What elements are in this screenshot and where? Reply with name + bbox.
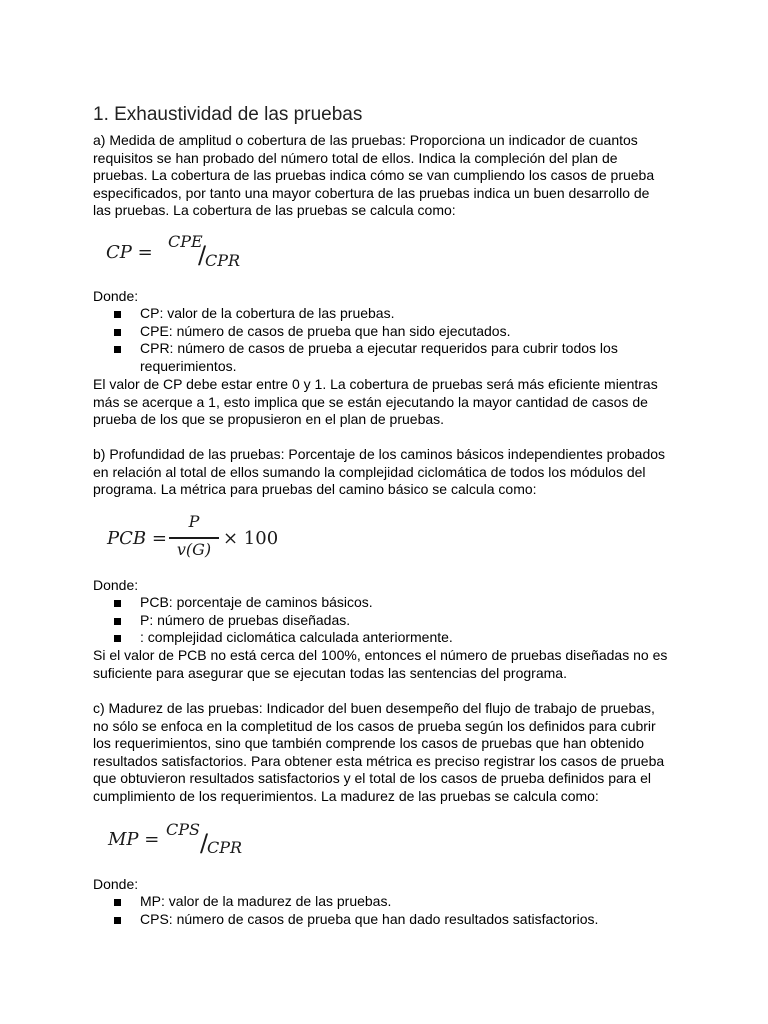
list-item-continuation: requerimientos.	[140, 357, 237, 374]
formula-denominator: v(G)	[176, 540, 212, 559]
list-item: : complejidad ciclomática calculada anteriormente.	[0, 629, 453, 647]
list-item: CPE: número de casos de prueba que han sido ejecutados.	[0, 323, 618, 341]
text-line: prueba de los que se propusieron en el plan de pruebas.	[93, 411, 445, 428]
bullet-list-coverage	[0, 305, 618, 375]
square-bullet-icon	[114, 329, 121, 336]
paragraph-coverage-note	[93, 376, 683, 429]
bullet-list-depth	[0, 594, 453, 647]
list-item: CPR: número de casos de prueba a ejecutar requeridos para cubrir todos los	[0, 340, 618, 358]
square-bullet-icon	[114, 346, 121, 353]
list-item: CPS: número de casos de prueba que han dado resultados satisfactorios.	[0, 911, 598, 929]
paragraph-coverage	[93, 132, 683, 220]
formula-mp	[108, 820, 248, 864]
text-line: en relación al total de ellos sumando la complejidad ciclomática de todos los módulos del	[93, 463, 646, 480]
list-item: P: número de pruebas diseñadas.	[0, 612, 453, 630]
text-line: a) Medida de amplitud o cobertura de las pruebas: Proporciona un indicador de cuantos	[93, 132, 638, 148]
text-line: resultados satisfactorios. Para obtener esta métrica es preciso registrar los casos de prueba	[93, 752, 665, 769]
text-line: más se acerque a 1, esto implica que se están ejecutando la mayor cantidad de casos de	[93, 393, 648, 410]
formula-lhs: CP =	[106, 242, 153, 263]
fraction-bar	[169, 537, 219, 539]
paragraph-depth	[93, 446, 683, 499]
formula-denominator: CPR	[207, 838, 243, 857]
text-line: suficiente para asegurar que se ejecutan todas las sentencias del programa.	[93, 664, 567, 681]
text-line: no sólo se enfoca en la completitud de los casos de prueba según los definidos para cubrir	[93, 717, 656, 734]
text-line: requisitos se han probado del número total de ellos. Indica la compleción del plan de	[93, 149, 618, 166]
text-line: los requerimientos, sino que también comprende los casos de pruebas que han obtenido	[93, 735, 645, 752]
donde-label: Donde:	[93, 577, 139, 593]
donde-label: Donde:	[93, 876, 139, 892]
formula-lhs: MP =	[108, 829, 160, 850]
text-line: pruebas. La cobertura de las pruebas indica cómo se van cumpliendo los casos de prueba	[93, 167, 655, 184]
list-item: PCB: porcentaje de caminos básicos.	[0, 594, 453, 612]
paragraph-maturity	[93, 700, 683, 806]
donde-label: Donde:	[93, 288, 139, 304]
text-line: Si el valor de PCB no está cerca del 100%, entonces el número de pruebas diseñadas no es	[93, 647, 668, 663]
formula-rhs: × 100	[223, 528, 279, 549]
square-bullet-icon	[114, 618, 121, 625]
text-line: las pruebas. La cobertura de las pruebas se calcula como:	[93, 202, 456, 219]
paragraph-depth-note	[93, 647, 683, 682]
list-item: CP: valor de la cobertura de las pruebas.	[0, 305, 618, 323]
square-bullet-icon	[114, 600, 121, 607]
section-heading: 1. Exhaustividad de las pruebas	[93, 104, 363, 125]
square-bullet-icon	[114, 917, 121, 924]
formula-cp	[106, 232, 246, 275]
square-bullet-icon	[114, 311, 121, 318]
formula-pcb	[107, 512, 277, 562]
bullet-list-maturity	[0, 893, 598, 928]
text-line: especificados, por tanto una mayor cobertura de las pruebas indica un buen desarrollo de	[93, 184, 650, 201]
formula-denominator: CPR	[205, 251, 241, 270]
text-line: que obtuvieron resultados satisfactorios y el total de los casos de prueba definidos para el	[93, 770, 652, 787]
formula-lhs: PCB =	[107, 528, 167, 549]
list-item: MP: valor de la madurez de las pruebas.	[0, 893, 598, 911]
formula-slash: /	[198, 241, 207, 269]
formula-slash: /	[200, 829, 209, 857]
square-bullet-icon	[114, 899, 121, 906]
text-line: c) Madurez de las pruebas: Indicador del buen desempeño del flujo de trabajo de pruebas,	[93, 700, 655, 716]
square-bullet-icon	[114, 635, 121, 642]
formula-numerator: P	[188, 512, 200, 531]
formula-numerator: CPS	[166, 820, 200, 839]
text-line: cumplimiento de los requerimientos. La madurez de las pruebas se calcula como:	[93, 787, 599, 804]
text-line: El valor de CP debe estar entre 0 y 1. La cobertura de pruebas será más eficiente mientras	[93, 376, 658, 392]
text-line: programa. La métrica para pruebas del camino básico se calcula como:	[93, 481, 537, 498]
text-line: b) Profundidad de las pruebas: Porcentaje de los caminos básicos independientes probados	[93, 446, 666, 462]
formula-numerator: CPE	[168, 232, 203, 251]
